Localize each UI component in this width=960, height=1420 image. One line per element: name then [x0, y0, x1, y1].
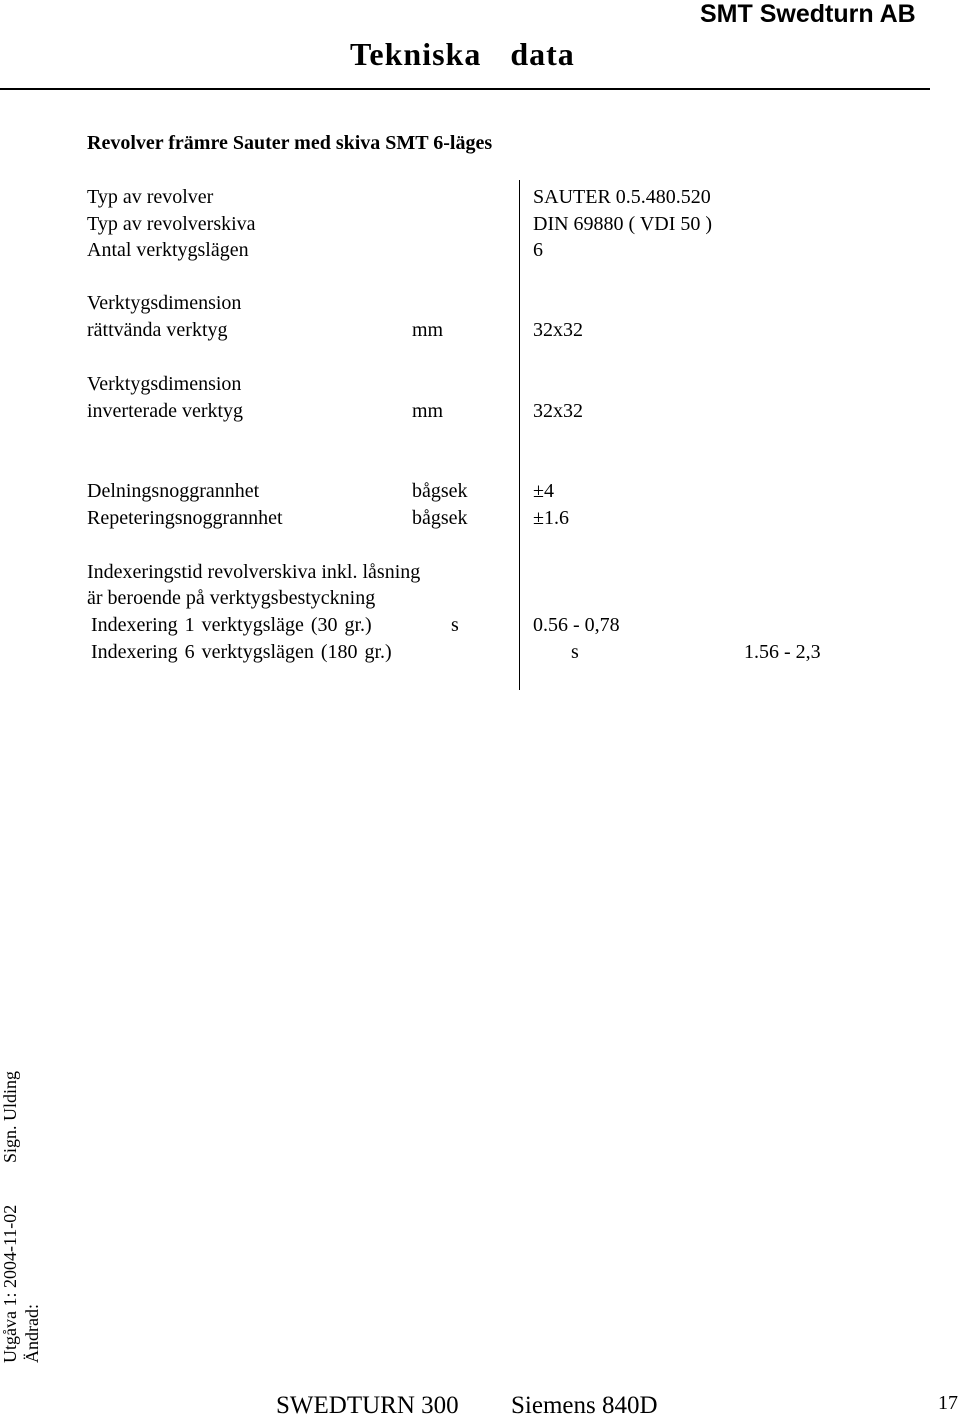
- spec-label-delning: Delningsnoggrannhet: [87, 480, 260, 502]
- spec-unit-indexering-row1: s: [451, 614, 459, 636]
- spec-value-typ-revolverskiva: DIN 69880 ( VDI 50 ): [533, 213, 713, 235]
- spec-label-typ-revolver: Typ av revolver: [87, 186, 214, 208]
- side-sign: Sign. Ulding: [0, 1070, 20, 1163]
- footer-model: SWEDTURN 300: [276, 1392, 459, 1419]
- spec-label-indexering-1: Indexeringstid revolverskiva inkl. låsning: [87, 561, 421, 583]
- spec-label-repetering: Repeteringsnoggrannhet: [87, 507, 283, 529]
- side-andrad: Ändrad:: [22, 1304, 42, 1363]
- spec-value-dim-inverterade: 32x32: [533, 400, 583, 422]
- header-rule: [0, 88, 930, 90]
- spec-label-antal-lagen: Antal verktygslägen: [87, 239, 249, 261]
- spec-label-indexering-row2: Indexering 6 verktygslägen (180 gr.): [91, 641, 392, 663]
- spec-value-indexering-row1: 0.56 - 0,78: [533, 614, 620, 636]
- spec-value-typ-revolver: SAUTER 0.5.480.520: [533, 186, 711, 208]
- company-name: SMT Swedturn AB: [700, 0, 916, 28]
- spec-value-antal-lagen: 6: [533, 239, 543, 261]
- spec-unit-dim-inverterade: mm: [412, 400, 444, 422]
- column-divider: [519, 180, 520, 690]
- spec-unit-indexering-row2: s: [571, 641, 579, 663]
- side-utgava: Utgåva 1: 2004-11-02: [0, 1204, 20, 1363]
- spec-unit-repetering: bågsek: [412, 507, 468, 529]
- section-title: Revolver främre Sauter med skiva SMT 6-läges: [87, 132, 493, 154]
- spec-label-indexering-2: är beroende på verktygsbestyckning: [87, 587, 376, 609]
- page-title: Tekniska data: [350, 36, 575, 72]
- page-number: 17: [938, 1392, 958, 1414]
- spec-label-indexering-row1: Indexering 1 verktygsläge (30 gr.): [91, 614, 372, 636]
- footer-control: Siemens 840D: [511, 1392, 658, 1419]
- spec-label-typ-revolverskiva: Typ av revolverskiva: [87, 213, 256, 235]
- spec-label-dim-inverterade-1: Verktygsdimension: [87, 373, 242, 395]
- spec-unit-delning: bågsek: [412, 480, 468, 502]
- spec-label-dim-inverterade-2: inverterade verktyg: [87, 400, 244, 422]
- spec-value-dim-rattvanda: 32x32: [533, 319, 583, 341]
- spec-value-repetering: ±1.6: [533, 507, 569, 529]
- spec-value-indexering-row2: 1.56 - 2,3: [744, 641, 821, 663]
- spec-value-delning: ±4: [533, 480, 554, 502]
- spec-label-dim-rattvanda-2: rättvända verktyg: [87, 319, 228, 341]
- spec-unit-dim-rattvanda: mm: [412, 319, 444, 341]
- spec-label-dim-rattvanda-1: Verktygsdimension: [87, 292, 242, 314]
